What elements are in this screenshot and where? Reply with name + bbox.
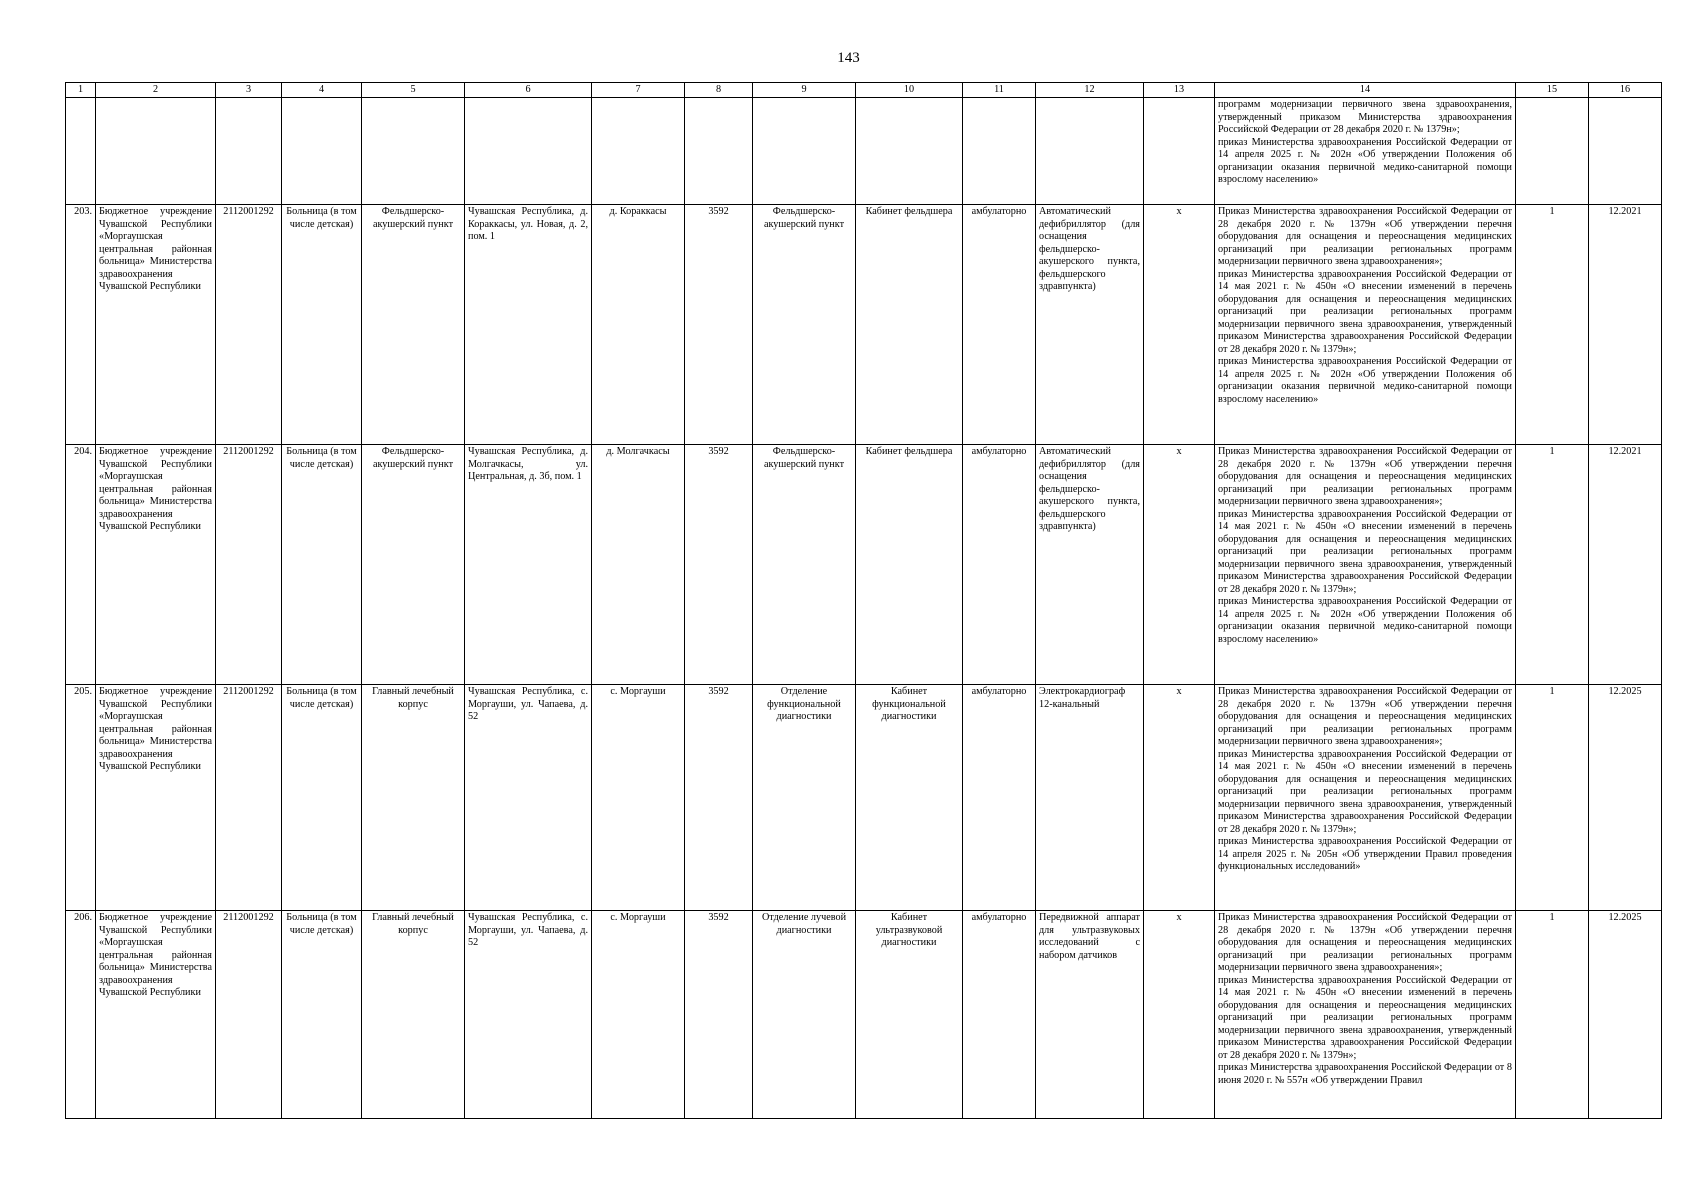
- column-header: 8: [685, 83, 753, 98]
- organization-name: Бюджетное учреждение Чувашской Республики «Моргаушская центральная районная больница» Министерства здравоохранения Чувашской Республики: [96, 205, 216, 445]
- address: Чувашская Республика, д. Кораккасы, ул. Новая, д. 2, пом. 1: [465, 205, 592, 445]
- legal-basis-text: приказ Министерства здравоохранения Российской Федерации от 14 апреля 2025 г. № 202н «Об утверждении Положения об организации оказания первичной медико-санитарной помощи взрослому населению»: [1218, 356, 1512, 405]
- code-value: 3592: [685, 205, 753, 445]
- row-number: 203.: [66, 205, 96, 445]
- date: 12.2021: [1589, 445, 1662, 685]
- equipment-name: Автоматический дефибриллятор (для оснащения фельдшерско-акушерского пункта, фельдшерского здравпункта): [1036, 445, 1144, 685]
- column-header: 1: [66, 83, 96, 98]
- inn-value: 2112001292: [216, 205, 282, 445]
- legal-basis-text: приказ Министерства здравоохранения Российской Федерации от 14 апреля 2025 г. № 202н «Об утверждении Положения об организации оказания первичной медико-санитарной помощи взрослому населению»: [1218, 136, 1512, 185]
- inn-value: 2112001292: [216, 911, 282, 1119]
- page-number: 143: [837, 50, 860, 66]
- legal-basis-text: программ модернизации первичного звена здравоохранения, утвержденный приказом Министерства здравоохранения Российской Федерации от 28 декабря 2020 г. № 1379н»;: [1218, 99, 1512, 135]
- facility-type: Больница (в том числе детская): [282, 445, 362, 685]
- organization-name: Бюджетное учреждение Чувашской Республики «Моргаушская центральная районная больница» Министерства здравоохранения Чувашской Республики: [96, 445, 216, 685]
- column-header: 6: [465, 83, 592, 98]
- mark: x: [1144, 445, 1215, 685]
- date: 12.2025: [1589, 911, 1662, 1119]
- legal-basis-text: приказ Министерства здравоохранения Российской Федерации от 14 мая 2021 г. № 450н «О внесении изменений в перечень оборудования для оснащения и переоснащения медицинских организаций при реализации региональных программ модернизации первичного звена здравоохранения, утвержденный приказом Министерства здравоохранения Российской Федерации от 28 декабря 2020 г. № 1379н»;: [1218, 974, 1512, 1061]
- column-header: 16: [1589, 83, 1662, 98]
- legal-basis-text: Приказ Министерства здравоохранения Российской Федерации от 28 декабря 2020 г. № 1379н «Об утверждении перечня оборудования для оснащения и переоснащения медицинских организаций при реализации региональных программ модернизации первичного звена здравоохранения»;: [1218, 446, 1512, 507]
- column-header: 3: [216, 83, 282, 98]
- inn-value: 2112001292: [216, 685, 282, 911]
- column-header: 2: [96, 83, 216, 98]
- column-header: 15: [1516, 83, 1589, 98]
- inn-value: 2112001292: [216, 445, 282, 685]
- building-name: Фельдшерско-акушерский пункт: [362, 205, 465, 445]
- code-value: 3592: [685, 685, 753, 911]
- legal-basis-text: приказ Министерства здравоохранения Российской Федерации от 14 апреля 2025 г. № 205н «Об утверждении Правил проведения функциональных исследований»: [1218, 836, 1512, 872]
- care-mode: амбулаторно: [963, 911, 1036, 1119]
- code-value: 3592: [685, 911, 753, 1119]
- table-row: [66, 685, 1662, 911]
- row-number: 205.: [66, 685, 96, 911]
- table-row: [66, 205, 1662, 445]
- care-mode: амбулаторно: [963, 205, 1036, 445]
- facility-type: Больница (в том числе детская): [282, 685, 362, 911]
- quantity: 1: [1516, 205, 1589, 445]
- quantity: 1: [1516, 445, 1589, 685]
- column-header: 5: [362, 83, 465, 98]
- building-name: Фельдшерско-акушерский пункт: [362, 445, 465, 685]
- equipment-name: Электрокардиограф 12-канальный: [1036, 685, 1144, 911]
- care-mode: амбулаторно: [963, 445, 1036, 685]
- column-header: 12: [1036, 83, 1144, 98]
- row-number: 206.: [66, 911, 96, 1119]
- address: Чувашская Республика, с. Моргауши, ул. Чапаева, д. 52: [465, 685, 592, 911]
- equipment-name: Передвижной аппарат для ультразвуковых исследований с набором датчиков: [1036, 911, 1144, 1119]
- column-header: 10: [856, 83, 963, 98]
- equipment-table: [65, 82, 1662, 1119]
- continuation-row: [66, 98, 1662, 205]
- locality: с. Моргауши: [592, 685, 685, 911]
- organization-name: Бюджетное учреждение Чувашской Республики «Моргаушская центральная районная больница» Министерства здравоохранения Чувашской Республики: [96, 911, 216, 1119]
- table-row: [66, 445, 1662, 685]
- column-number-row: [66, 83, 1662, 98]
- building-name: Главный лечебный корпус: [362, 685, 465, 911]
- column-header: 7: [592, 83, 685, 98]
- locality: с. Моргауши: [592, 911, 685, 1119]
- date: 12.2021: [1589, 205, 1662, 445]
- legal-basis-cell: [1215, 445, 1516, 685]
- locality: д. Кораккасы: [592, 205, 685, 445]
- care-mode: амбулаторно: [963, 685, 1036, 911]
- unit-name: Отделение лучевой диагностики: [753, 911, 856, 1119]
- legal-basis-text: Приказ Министерства здравоохранения Российской Федерации от 28 декабря 2020 г. № 1379н «Об утверждении перечня оборудования для оснащения и переоснащения медицинских организаций при реализации региональных программ модернизации первичного звена здравоохранения»;: [1218, 686, 1512, 747]
- building-name: Главный лечебный корпус: [362, 911, 465, 1119]
- code-value: 3592: [685, 445, 753, 685]
- column-header: 9: [753, 83, 856, 98]
- locality: д. Молгачкасы: [592, 445, 685, 685]
- room-name: Кабинет фельдшера: [856, 205, 963, 445]
- legal-basis-text: приказ Министерства здравоохранения Российской Федерации от 14 апреля 2025 г. № 202н «Об утверждении Положения об организации оказания первичной медико-санитарной помощи взрослому населению»: [1218, 596, 1512, 645]
- table-row: [66, 911, 1662, 1119]
- quantity: 1: [1516, 911, 1589, 1119]
- address: Чувашская Республика, с. Моргауши, ул. Чапаева, д. 52: [465, 911, 592, 1119]
- address: Чувашская Республика, д. Молгачкасы, ул. Центральная, д. 3б, пом. 1: [465, 445, 592, 685]
- mark: x: [1144, 205, 1215, 445]
- room-name: Кабинет функциональной диагностики: [856, 685, 963, 911]
- facility-type: Больница (в том числе детская): [282, 911, 362, 1119]
- room-name: Кабинет фельдшера: [856, 445, 963, 685]
- equipment-name: Автоматический дефибриллятор (для оснащения фельдшерско-акушерского пункта, фельдшерского здравпункта): [1036, 205, 1144, 445]
- column-header: 11: [963, 83, 1036, 98]
- organization-name: Бюджетное учреждение Чувашской Республики «Моргаушская центральная районная больница» Министерства здравоохранения Чувашской Республики: [96, 685, 216, 911]
- legal-basis-text: приказ Министерства здравоохранения Российской Федерации от 14 мая 2021 г. № 450н «О внесении изменений в перечень оборудования для оснащения и переоснащения медицинских организаций при реализации региональных программ модернизации первичного звена здравоохранения, утвержденный приказом Министерства здравоохранения Российской Федерации от 28 декабря 2020 г. № 1379н»;: [1218, 268, 1512, 355]
- column-header: 14: [1215, 83, 1516, 98]
- date: 12.2025: [1589, 685, 1662, 911]
- unit-name: Фельдшерско-акушерский пункт: [753, 445, 856, 685]
- legal-basis-cell: [1215, 911, 1516, 1119]
- unit-name: Отделение функциональной диагностики: [753, 685, 856, 911]
- mark: x: [1144, 911, 1215, 1119]
- unit-name: Фельдшерско-акушерский пункт: [753, 205, 856, 445]
- column-header: 13: [1144, 83, 1215, 98]
- legal-basis-text: приказ Министерства здравоохранения Российской Федерации от 8 июня 2020 г. № 557н «Об утверждении Правил: [1218, 1062, 1512, 1086]
- mark: x: [1144, 685, 1215, 911]
- legal-basis-text: Приказ Министерства здравоохранения Российской Федерации от 28 декабря 2020 г. № 1379н «Об утверждении перечня оборудования для оснащения и переоснащения медицинских организаций при реализации региональных программ модернизации первичного звена здравоохранения»;: [1218, 912, 1512, 973]
- facility-type: Больница (в том числе детская): [282, 205, 362, 445]
- legal-basis-cell: [1215, 98, 1516, 205]
- room-name: Кабинет ультразвуковой диагностики: [856, 911, 963, 1119]
- legal-basis-cell: [1215, 685, 1516, 911]
- column-header: 4: [282, 83, 362, 98]
- legal-basis-cell: [1215, 205, 1516, 445]
- legal-basis-text: Приказ Министерства здравоохранения Российской Федерации от 28 декабря 2020 г. № 1379н «Об утверждении перечня оборудования для оснащения и переоснащения медицинских организаций при реализации региональных программ модернизации первичного звена здравоохранения»;: [1218, 206, 1512, 267]
- row-number: 204.: [66, 445, 96, 685]
- legal-basis-text: приказ Министерства здравоохранения Российской Федерации от 14 мая 2021 г. № 450н «О внесении изменений в перечень оборудования для оснащения и переоснащения медицинских организаций при реализации региональных программ модернизации первичного звена здравоохранения, утвержденный приказом Министерства здравоохранения Российской Федерации от 28 декабря 2020 г. № 1379н»;: [1218, 748, 1512, 835]
- legal-basis-text: приказ Министерства здравоохранения Российской Федерации от 14 мая 2021 г. № 450н «О внесении изменений в перечень оборудования для оснащения и переоснащения медицинских организаций при реализации региональных программ модернизации первичного звена здравоохранения, утвержденный приказом Министерства здравоохранения Российской Федерации от 28 декабря 2020 г. № 1379н»;: [1218, 508, 1512, 595]
- quantity: 1: [1516, 685, 1589, 911]
